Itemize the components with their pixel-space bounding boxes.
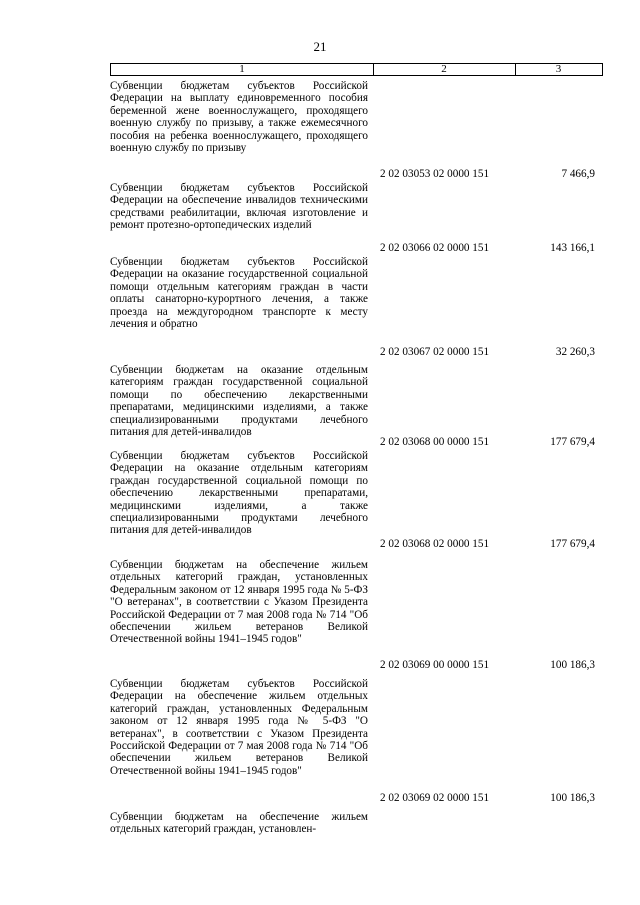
row-code: 2 02 03066 02 0000 151 bbox=[380, 242, 490, 254]
table-row bbox=[110, 811, 603, 845]
table-header bbox=[110, 63, 603, 76]
row-description: Субвенции бюджетам на обеспечение жильем отдельных категорий граждан, установленных Федеральным законом от 12 января 1995 года № 5-ФЗ "О ветеранах", в соответствии с Указом Президента Российской Федерации от 7 мая 2008 года № 714 "Об обеспечении жильем ветеранов Великой Отечественной войны 1941–1945 годов" bbox=[110, 559, 368, 646]
row-amount: 32 260,3 bbox=[555, 346, 595, 358]
row-description: Субвенции бюджетам субъектов Российской Федерации на обеспечение инвалидов техническими средствами реабилитации, включая изготовление и ремонт протезно-ортопедических изделий bbox=[110, 182, 368, 232]
row-description: Субвенции бюджетам на оказание отдельным категориям граждан государственной социальной помощи по обеспечению лекарственными препаратами, медицинскими изделиями, а также специализированными продуктами лечебного питания для детей-инвалидов bbox=[110, 364, 368, 439]
table-row bbox=[110, 80, 603, 178]
row-description: Субвенции бюджетам субъектов Российской Федерации на обеспечение жильем отдельных категорий граждан, установленных Федеральным законом от 12 января 1995 года № 5-ФЗ "О ветеранах", в соответствии с Указом Президента Российской Федерации от 7 мая 2008 года № 714 "Об обеспечении жильем ветеранов Великой Отечественной войны 1941–1945 годов" bbox=[110, 678, 368, 777]
row-code: 2 02 03068 00 0000 151 bbox=[380, 436, 490, 448]
table-row bbox=[110, 182, 603, 254]
row-amount: 100 186,3 bbox=[550, 792, 595, 804]
row-amount: 177 679,4 bbox=[550, 436, 595, 448]
table-row bbox=[110, 678, 603, 808]
row-code: 2 02 03069 00 0000 151 bbox=[380, 659, 490, 671]
row-description: Субвенции бюджетам на обеспечение жильем отдельных категорий граждан, установлен- bbox=[110, 811, 368, 836]
row-amount: 100 186,3 bbox=[550, 659, 595, 671]
row-code: 2 02 03069 02 0000 151 bbox=[380, 792, 490, 804]
row-code: 2 02 03068 02 0000 151 bbox=[380, 538, 490, 550]
table-row bbox=[110, 364, 603, 450]
row-code: 2 02 03067 02 0000 151 bbox=[380, 346, 490, 358]
row-code: 2 02 03053 02 0000 151 bbox=[380, 168, 490, 180]
table-row bbox=[110, 256, 603, 360]
row-amount: 143 166,1 bbox=[550, 242, 595, 254]
row-description: Субвенции бюджетам субъектов Российской Федерации на оказание государственной социальной помощи отдельным категориям граждан в части оплаты санаторно-курортного лечения, а также проезда на междугородном транспорте к месту лечения и обратно bbox=[110, 256, 368, 331]
row-description: Субвенции бюджетам субъектов Российской Федерации на оказание отдельным категориям граждан государственной социальной помощи по обеспечению лекарственными препаратами, медицинскими изделиями, а также специализированными продуктами лечебного питания для детей-инвалидов bbox=[110, 450, 368, 537]
column-header-1: 1 bbox=[111, 64, 374, 75]
row-description: Субвенции бюджетам субъектов Российской Федерации на выплату единовременного пособия беременной жене военнослужащего, проходящего военную службу по призыву, а также ежемесячного пособия на ребенка военнослужащего, проходящего военную службу по призыву bbox=[110, 80, 368, 155]
row-amount: 177 679,4 bbox=[550, 538, 595, 550]
table-row bbox=[110, 450, 603, 554]
column-header-2: 2 bbox=[373, 64, 516, 75]
row-amount: 7 466,9 bbox=[561, 168, 595, 180]
page-number: 21 bbox=[313, 39, 327, 54]
column-header-3: 3 bbox=[555, 63, 562, 75]
table-row bbox=[110, 559, 603, 677]
